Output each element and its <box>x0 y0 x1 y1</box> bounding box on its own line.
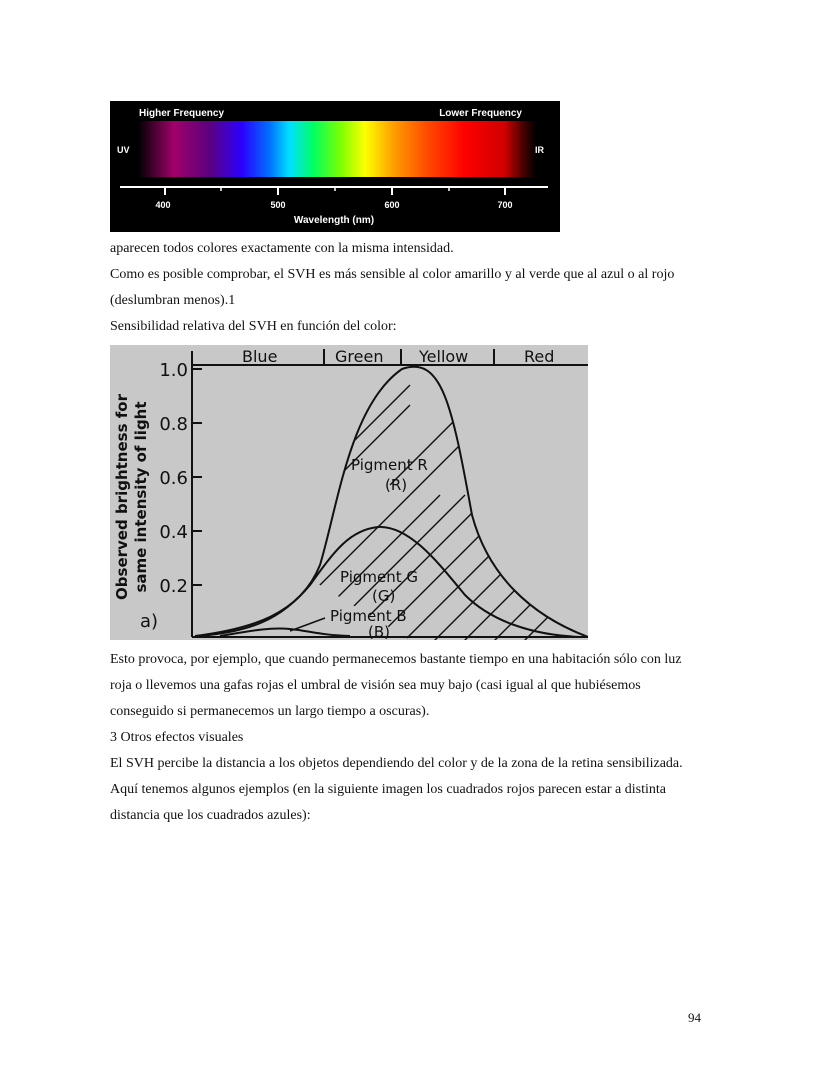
paragraph-1: aparecen todos colores exactamente con la misma intensidad. <box>110 241 454 256</box>
page-number: 94 <box>688 1010 701 1025</box>
paragraph-2-line-2: (deslumbran menos).1 <box>110 293 236 308</box>
paragraph-4-line-2: roja o llevemos una gafas rojas el umbral de visión sea muy bajo (casi igual al que hubiésemos <box>110 678 641 693</box>
spectrum-svg <box>110 101 560 232</box>
pigment-g-label: Pigment G <box>340 568 419 586</box>
section-heading: 3 Otros efectos visuales <box>110 730 244 745</box>
y-tick-label: 1.0 <box>159 360 188 381</box>
uv-label: UV <box>117 145 130 155</box>
pigment-b-label: Pigment B <box>330 607 407 625</box>
pigment-b-sub-label: (B) <box>368 623 390 640</box>
paragraph-5-line-1: El SVH percibe la distancia a los objetos dependiendo del color y de la zona de la retina sensibilizada. <box>110 756 683 771</box>
pigment-r-label: Pigment R <box>351 456 428 474</box>
spectrum-tick-label: 700 <box>497 200 513 210</box>
paragraph-4-line-3: conseguido si permanecemos un largo tiempo a oscuras). <box>110 704 430 719</box>
higher-frequency-label: Higher Frequency <box>139 108 225 119</box>
paragraph-2-line-1: Como es posible comprobar, el SVH es más sensible al color amarillo y al verde que al azul o al rojo <box>110 267 675 282</box>
band-label-blue: Blue <box>242 347 278 366</box>
paragraph-5-line-2: Aquí tenemos algunos ejemplos (en la siguiente imagen los cuadrados rojos parecen estar a distinta <box>110 782 666 797</box>
panel-label: a) <box>140 611 159 632</box>
y-tick-label: 0.4 <box>159 522 188 543</box>
lower-frequency-label: Lower Frequency <box>439 108 522 119</box>
y-tick-label: 0.2 <box>159 576 188 597</box>
spectrum-tick-label: 600 <box>384 200 400 210</box>
paragraph-3: Sensibilidad relativa del SVH en función del color: <box>110 319 397 334</box>
spectrum-tick-label: 400 <box>155 200 171 210</box>
band-label-yellow: Yellow <box>419 347 469 366</box>
pigment-g-sub-label: (G) <box>372 587 396 605</box>
paragraph-5-line-3: distancia que los cuadrados azules): <box>110 808 311 823</box>
spectrum-figure <box>110 101 560 232</box>
band-label-green: Green <box>335 347 384 366</box>
sensitivity-figure <box>110 345 588 640</box>
y-tick-label: 0.8 <box>159 414 188 435</box>
pigment-r-sub-label: (R) <box>385 476 408 494</box>
y-axis-label-line-1: Observed brightness for <box>113 394 131 600</box>
band-label-red: Red <box>524 347 555 366</box>
y-axis-label-line-2: same intensity of light <box>132 401 150 593</box>
sensitivity-svg <box>110 345 588 640</box>
paragraph-4-line-1: Esto provoca, por ejemplo, que cuando permanecemos bastante tiempo en una habitación sólo con luz <box>110 652 682 667</box>
y-tick-label: 0.6 <box>159 468 188 489</box>
spectrum-axis-title: Wavelength (nm) <box>293 215 375 226</box>
ir-label: IR <box>535 145 544 155</box>
spectrum-tick-label: 500 <box>270 200 286 210</box>
